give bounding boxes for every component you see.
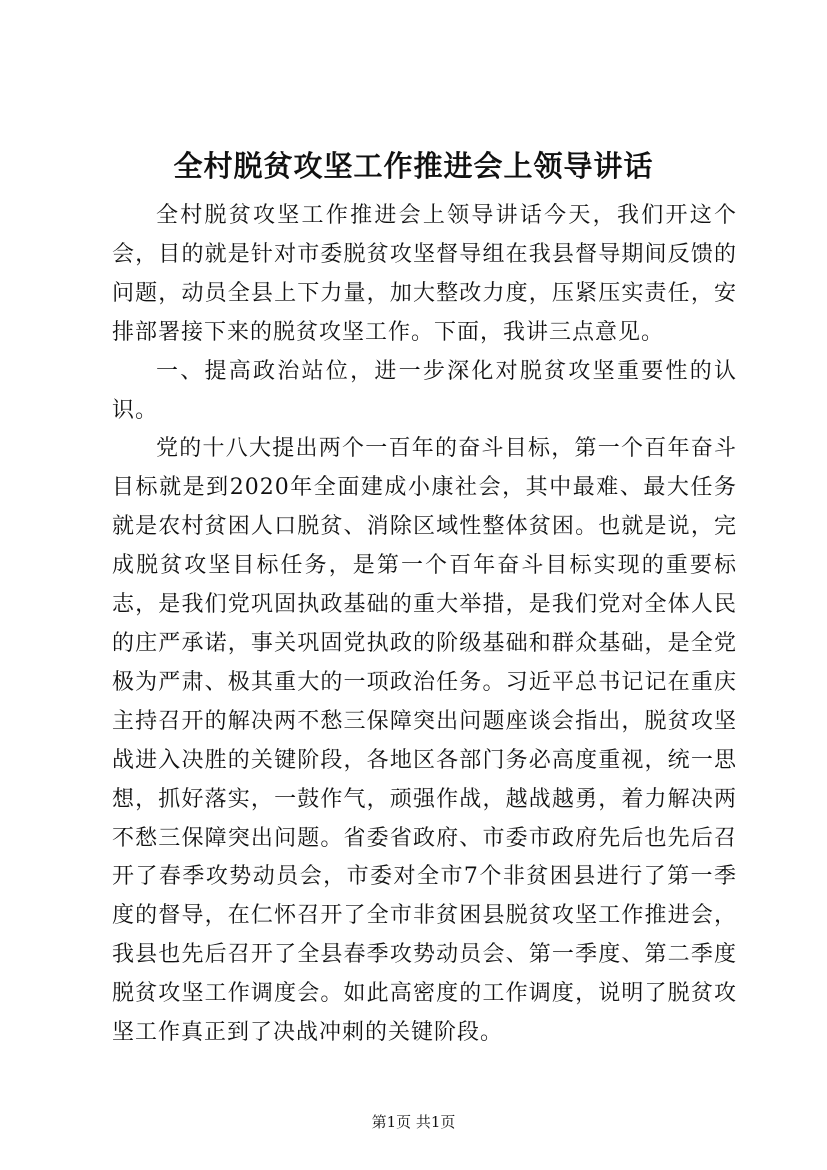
document-title: 全村脱贫攻坚工作推进会上领导讲话	[173, 149, 654, 183]
paragraph-heading-1: 一、提高政治站位，进一步深化对脱贫攻坚重要性的认识。	[112, 358, 737, 423]
paragraph-main: 党的十八大提出两个一百年的奋斗目标，第一个百年奋斗目标就是到2020年全面建成小康社会，其中最难、最大任务就是农村贫困人口脱贫、消除区域性整体贫困。也就是说，完成脱贫攻坚目标任务，是第一个百年奋斗目标实现的重要标志，是我们党巩固执政基础的重大举措，是我们党对全体人民的庄严承诺，事关巩固党执政的阶级基础和群众基础，是全党极为严肃、极其重大的一项政治任务。习近平总书记记在重庆主持召开的解决两不愁三保障突出问题座谈会指出，脱贫攻坚战进入决胜的关键阶段，各地区各部门务必高度重视，统一思想，抓好落实，一鼓作气，顽强作战，越战越勇，着力解决两不愁三保障突出问题。省委省政府、市委市政府先后也先后召开了春季攻势动员会，市委对全市7个非贫困县进行了第一季度的督导，在仁怀召开了全市非贫困县脱贫攻坚工作推进会，我县也先后召开了全县春季攻势动员会、第一季度、第二季度脱贫攻坚工作调度会。如此高密度的工作调度，说明了脱贫攻坚工作真正到了决战冲刺的关键阶段。	[112, 436, 737, 1046]
page-footer: 第1页 共1页	[371, 1113, 456, 1131]
paragraph-intro: 全村脱贫攻坚工作推进会上领导讲话今天，我们开这个会，目的就是针对市委脱贫攻坚督导组在我县督导期间反馈的问题，动员全县上下力量，加大整改力度，压紧压实责任，安排部署接下来的脱贫攻坚工作。下面，我讲三点意见。	[112, 203, 737, 345]
document-body	[112, 197, 737, 1053]
